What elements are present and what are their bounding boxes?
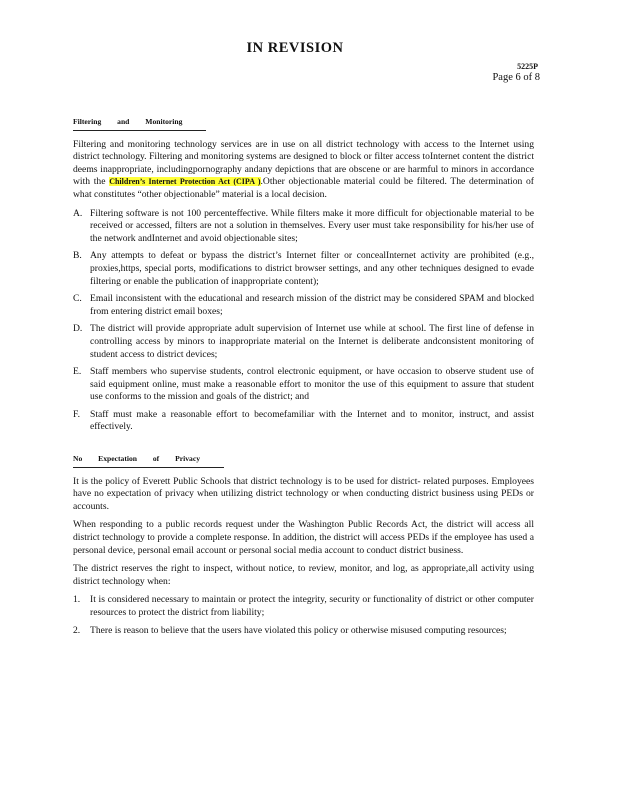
list-marker: 2. [73, 624, 81, 636]
list-item [73, 293, 534, 318]
privacy-paragraph-1: It is the policy of Everett Public Schools that district technology is to be used for district- related purposes. Employees have no expectation of privacy when utilizing district technology or when conducting district business using PEDs or accounts. [73, 475, 534, 512]
section-heading-privacy: No Expectation of Privacy [73, 453, 224, 468]
intro-text: Filtering and monitoring technology services are in use on all district technology with access to the Internet using district technology. Filtering and monitoring systems are designed to block or filter access toInternet content the district deems inappropriate, includingpornography andany depictions that are obscene or are harmful to minors in accordance with the [73, 138, 534, 188]
list-item [73, 323, 534, 361]
list-item [73, 366, 534, 404]
list-marker: D. [73, 323, 83, 335]
page-number: Page 6 of 8 [492, 72, 540, 83]
list-item-text: It is considered necessary to maintain or protect the integrity, security or functionality of district or other computer resources to protect the district from liability; [90, 594, 534, 618]
list-marker: F. [73, 408, 80, 420]
filtering-list [73, 208, 534, 435]
document-body [73, 112, 534, 642]
privacy-paragraph-3: The district reserves the right to inspect, without notice, to review, monitor, and log, as appropriate,all activity using district technology when: [73, 563, 534, 587]
intro-text-continued: .Other objectionable material could be filtered. The determination of what constitutes “other objectionable” material is a local decision. [73, 176, 534, 200]
privacy-paragraph-2: When responding to a public records request under the Washington Public Records Act, the district will access all district technology to provide a complete response. In addition, the district will access PEDs if the employee has used a personal device, personal email account or personal social media account to conduct district business. [73, 519, 534, 556]
section-heading-filtering: Filtering and Monitoring [73, 116, 206, 131]
list-item-text: There is reason to believe that the users have violated this policy or otherwise misused computing resources; [90, 624, 507, 636]
inspection-conditions-list [73, 594, 534, 637]
list-item-text: Staff members who supervise students, control electronic equipment, or have occasion to observe student use of said equipment online, must make a reasonable effort to monitor the use of this equipment to assure that student use conforms to the mission and goals of the district; and [90, 366, 534, 403]
list-item [73, 625, 534, 638]
page-title: IN REVISION [246, 40, 344, 56]
policy-number: 5225P [517, 62, 538, 71]
list-item-text: Any attempts to defeat or bypass the district’s Internet filter or concealInternet activity are prohibited (e.g., proxies,https, special ports, modifications to district browser settings, and any other techniques designed to evade filtering or enable the publication of inappropriate content); [90, 250, 534, 287]
list-item [73, 594, 534, 619]
list-item-text: Filtering software is not 100 percenteffective. While filters make it more difficult for objectionable material to be received or accessed, filters are not a solution in themselves. Every user must take responsibility for his/her use of the network andInternet and avoid objectionable sites; [90, 207, 534, 244]
list-item-text: Email inconsistent with the educational and research mission of the district may be considered SPAM and blocked from entering district email boxes; [90, 293, 534, 317]
list-marker: B. [73, 250, 82, 262]
list-item-text: Staff must make a reasonable effort to becomefamiliar with the Internet and to monitor, instruct, and assist effectively. [90, 408, 534, 433]
highlighted-cipa-text: Children’s Internet Protection Act (CIPA ) [109, 177, 261, 187]
list-marker: 1. [73, 594, 81, 606]
list-item [73, 250, 534, 288]
list-item [73, 409, 534, 434]
list-item [73, 208, 534, 246]
list-item-text: The district will provide appropriate adult supervision of Internet use while at school. The first line of defense in controlling access by minors to inappropriate material on the Internet is deliberate andconsistent monitoring of student access to district devices; [90, 323, 534, 360]
list-marker: C. [73, 293, 82, 305]
filtering-intro-paragraph [73, 139, 534, 202]
list-marker: E. [73, 366, 82, 378]
list-marker: A. [73, 207, 83, 219]
